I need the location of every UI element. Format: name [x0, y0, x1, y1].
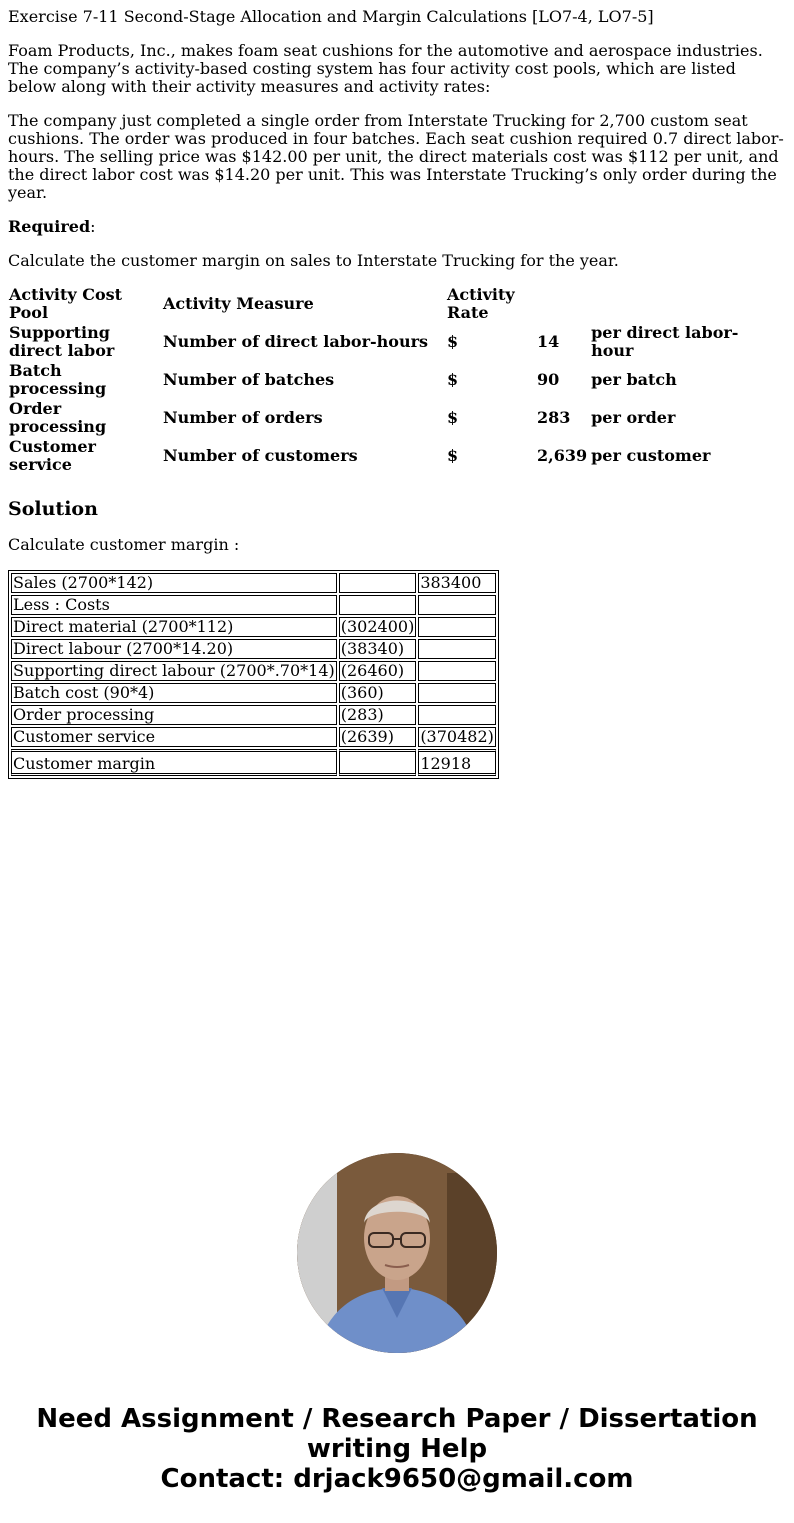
item-label: Sales (2700*142) [11, 573, 337, 593]
table-row [11, 639, 496, 659]
item-label: Customer service [11, 727, 337, 747]
item-label: Order processing [11, 705, 337, 725]
table-row [11, 727, 496, 747]
rate-cell: 2,639 [537, 446, 588, 465]
author-photo [297, 1153, 497, 1353]
rate-unit-cell: per customer [591, 446, 711, 465]
total-value [418, 661, 496, 681]
cost-value [339, 749, 417, 776]
total-value [418, 705, 496, 725]
cost-value: (2639) [339, 727, 417, 747]
measure-cell: Number of customers [163, 446, 358, 465]
activity-rates-table [6, 284, 754, 476]
table-row [11, 683, 496, 703]
measure-cell: Number of batches [163, 370, 335, 389]
order-paragraph: The company just completed a single order from Interstate Trucking for 2,700 custom seat cushions. The order was produced in four batches. Each seat cushion required 0.7 direct labor-hours. The selling price was $142.00 per unit, the direct materials cost was $112 per unit, and the direct labor cost was $14.20 per unit. This was Interstate Trucking’s only order during the year. [8, 111, 784, 202]
required-colon: : [90, 217, 96, 236]
item-label: Supporting direct labour (2700*.70*14) [13, 661, 335, 680]
item-label: Less : Costs [11, 595, 337, 615]
required-text: Calculate the customer margin on sales to Interstate Trucking for the year. [8, 251, 619, 270]
cost-pool-cell: Order processing [9, 399, 107, 436]
table-row [11, 617, 496, 637]
customer-margin-table [8, 570, 499, 779]
cost-pool-cell: Supporting direct labor [9, 323, 115, 360]
rates-row [8, 438, 752, 474]
calc-intro: Calculate customer margin : [8, 535, 240, 554]
promo-footer [0, 1404, 794, 1494]
header-activity-measure: Activity Measure [163, 294, 314, 313]
currency-cell: $ [447, 408, 459, 427]
currency-cell: $ [447, 332, 459, 351]
header-activity-rate: Activity Rate [447, 285, 515, 322]
item-label: Direct material (2700*112) [11, 617, 337, 637]
cost-value: (26460) [339, 661, 417, 681]
cost-value: (302400) [340, 617, 415, 636]
measure-cell: Number of direct labor-hours [163, 332, 429, 351]
solution-heading: Solution [8, 498, 98, 520]
table-row [11, 705, 496, 725]
cost-value [339, 595, 417, 615]
measure-cell: Number of orders [163, 408, 323, 427]
required-label: Required [8, 217, 91, 236]
item-label: Customer margin [11, 749, 337, 776]
total-value [418, 639, 496, 659]
rates-row [8, 400, 752, 436]
rate-cell: 90 [537, 370, 560, 389]
rate-unit-cell: per batch [591, 370, 677, 389]
rate-cell: 14 [537, 332, 560, 351]
rates-header-row [8, 286, 752, 322]
total-value [418, 595, 496, 615]
currency-cell: $ [447, 446, 459, 465]
total-value: (370482) [420, 727, 494, 746]
total-value [418, 683, 496, 703]
item-label: Batch cost (90*4) [11, 683, 337, 703]
intro-paragraph: Foam Products, Inc., makes foam seat cushions for the automotive and aerospace industries. The company’s activity-based costing system has four activity cost pools, which are listed below along with their activity measures and activity rates: [8, 41, 763, 96]
table-row [11, 573, 496, 593]
table-row [11, 595, 496, 615]
footer-line-1: Need Assignment / Research Paper / Dissertation [36, 1404, 758, 1434]
rates-row [8, 324, 752, 360]
required-line [8, 218, 786, 236]
portrait-illustration [297, 1153, 497, 1353]
document-body [8, 0, 786, 779]
header-cost-pool: Activity Cost Pool [9, 285, 123, 322]
cost-value [339, 573, 417, 593]
total-value: 383400 [418, 573, 496, 593]
currency-cell: $ [447, 370, 459, 389]
rate-unit-cell: per direct labor-hour [591, 323, 739, 360]
cost-pool-cell: Customer service [9, 437, 96, 474]
table-row [11, 661, 496, 681]
cost-value: (283) [339, 705, 417, 725]
cost-value: (38340) [339, 639, 417, 659]
total-value [418, 617, 496, 637]
cost-pool-cell: Batch processing [9, 361, 107, 398]
table-row-total [11, 749, 496, 776]
rates-row [8, 362, 752, 398]
footer-line-2: writing Help [306, 1434, 488, 1464]
footer-contact: Contact: drjack9650@gmail.com [160, 1464, 634, 1494]
cost-value: (360) [339, 683, 417, 703]
exercise-title: Exercise 7-11 Second-Stage Allocation and Margin Calculations [LO7-4, LO7-5] [8, 7, 654, 26]
rate-unit-cell: per order [591, 408, 676, 427]
total-value: 12918 [418, 749, 496, 776]
item-label: Direct labour (2700*14.20) [11, 639, 337, 659]
rate-cell: 283 [537, 408, 571, 427]
